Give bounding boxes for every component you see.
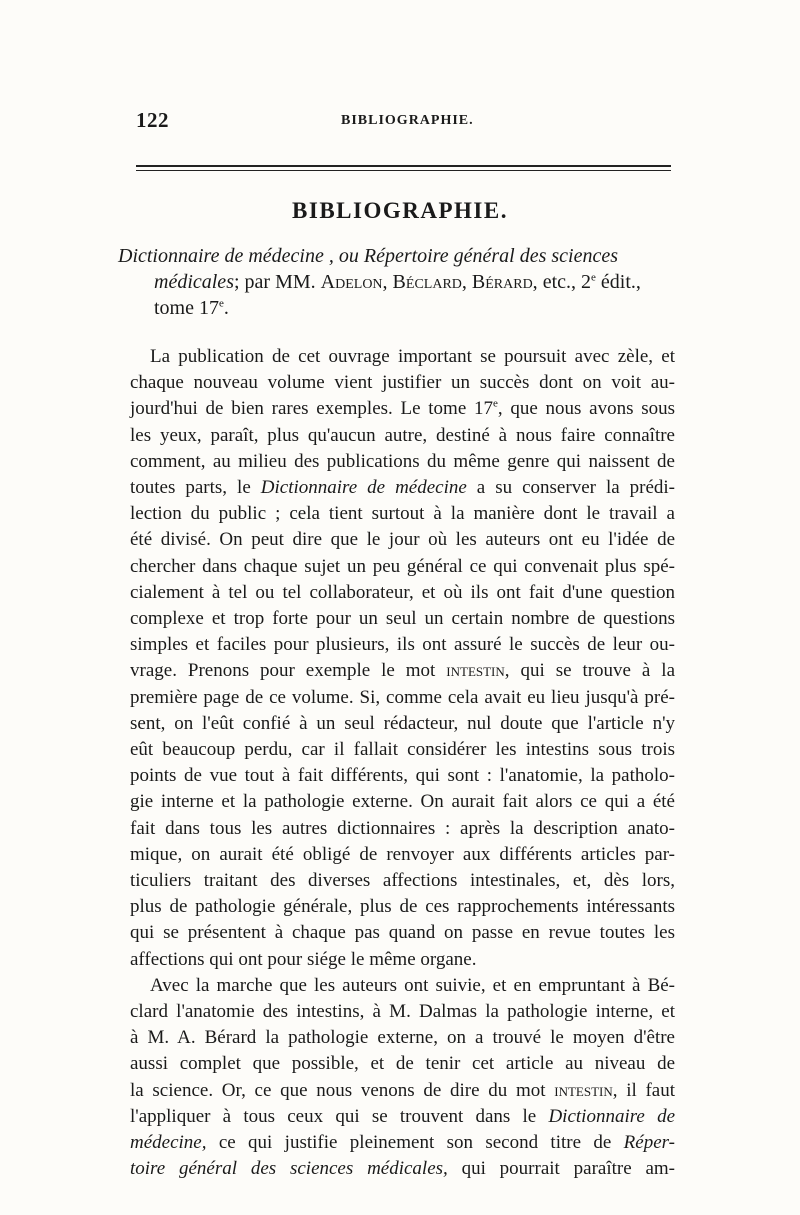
text-segment: , que nous avons sous — [497, 398, 675, 420]
text-segment: ce qui justifie pleinement son second titre de — [206, 1132, 624, 1154]
text-line: complexe et trop forte pour un seul un certain nombre de questions — [130, 608, 675, 630]
text-line: eût beaucoup perdu, car il fallait considérer les intestins sous trois — [130, 739, 675, 761]
text-segment: vrage. Prenons pour exemple le mot — [130, 660, 436, 682]
text-line: été divisé. On peut dire que le jour où les auteurs ont eu l'idée de — [130, 529, 675, 551]
text-segment: qui pourrait paraître am- — [447, 1158, 675, 1180]
text-segment: a su conserver la prédi- — [466, 477, 676, 499]
author-berard: Bérard, — [471, 271, 538, 293]
citation-title-line: Dictionnaire de médecine , ou Répertoire général des sciences — [118, 245, 619, 267]
citation-title-end: médicales — [154, 271, 234, 293]
dictionary-title: Dictionnaire de médecine — [260, 477, 467, 499]
text-line: fait dans tous les autres dictionnaires : après la description anato- — [130, 817, 675, 839]
text-line: La publication de cet ouvrage important se poursuit avec zèle, et — [150, 346, 675, 367]
text-line: points de vue tout à fait différents, qui sont : l'anatomie, la patholo- — [130, 765, 675, 787]
text-segment: jourd'hui de bien rares exemples. Le tome 17 — [130, 398, 493, 420]
author-beclard: Béclard, — [392, 271, 467, 293]
page-number: 122 — [136, 108, 169, 132]
text-segment: l'appliquer à tous ceux qui se trouvent dans le — [130, 1105, 537, 1127]
text-line: chercher dans chaque sujet un peu général ce qui convenait plus spé- — [130, 555, 675, 577]
citation-tome-sup: e — [219, 297, 224, 310]
text-line: aussi complet que possible, et de tenir cet article au niveau de — [130, 1053, 675, 1075]
text-line — [130, 1130, 675, 1156]
text-line: clard l'anatomie des intestins, à M. Dalmas la pathologie interne, et — [130, 1001, 675, 1023]
text-line: gie interne et la pathologie externe. On aurait fait alors ce qui a été — [130, 791, 675, 813]
tome-sup: e — [493, 398, 498, 411]
text-line — [130, 1156, 675, 1182]
text-segment: , il faut — [612, 1079, 675, 1101]
text-line: chaque nouveau volume vient justifier un succès dont on voit au- — [130, 372, 675, 394]
text-line — [130, 475, 675, 501]
text-line: affections qui ont pour siége le même organe. — [130, 948, 477, 970]
citation-edition-suffix: édit., — [595, 271, 641, 293]
text-line: Avec la marche que les auteurs ont suivie, et en empruntant à Bé- — [150, 974, 675, 996]
running-title: BIBLIOGRAPHIE. — [341, 113, 474, 128]
text-line: comment, au milieu des publications du même genre qui naissent de — [130, 450, 675, 472]
dictionary-subtitle: toire général des sciences médicales, — [130, 1158, 448, 1180]
text-line: mique, on aurait été obligé de renvoyer aux différents articles par- — [130, 843, 675, 865]
author-adelon: Adelon, — [320, 271, 388, 293]
keyword-intestin: intestin — [446, 660, 505, 682]
section-heading: BIBLIOGRAPHIE. — [292, 198, 508, 223]
keyword-intestin: intestin — [554, 1079, 613, 1101]
text-line — [130, 1078, 675, 1104]
text-line: simples et faciles pour plusieurs, ils ont assuré le succès de leur ou- — [130, 634, 675, 656]
text-line: première page de ce volume. Si, comme cela avait eu lieu jusqu'à pré- — [130, 686, 675, 708]
text-line: cialement à tel ou tel collaborateur, et où ils ont fait d'une question — [130, 581, 675, 603]
text-segment: la science. Or, ce que nous venons de dire du mot — [130, 1079, 546, 1101]
dictionary-title: Dictionnaire de — [548, 1105, 676, 1127]
citation-edition-sup: e — [591, 271, 596, 284]
running-head — [136, 108, 671, 132]
dictionary-title: médecine, — [130, 1132, 207, 1154]
text-line — [130, 658, 675, 684]
body-text — [130, 344, 675, 1183]
text-line: ticuliers traitant des diverses affections intestinales, et, dès lors, — [130, 870, 675, 892]
citation-edition: etc., 2 — [542, 271, 591, 293]
citation-tome-line — [118, 295, 673, 321]
text-line — [130, 396, 675, 422]
dictionary-subtitle: Réper- — [623, 1132, 675, 1154]
text-line: lection du public ; cela tient surtout à la manière dont le travail a — [130, 503, 675, 525]
citation-tome-suffix: . — [223, 297, 229, 319]
text-line: les yeux, paraît, plus qu'aucun autre, destiné à nous faire connaître — [130, 424, 675, 446]
text-line: à M. A. Bérard la pathologie externe, on a trouvé le moyen d'être — [130, 1027, 675, 1049]
citation — [118, 243, 673, 321]
header-rule — [136, 165, 671, 171]
text-segment: , qui se trouve à la — [504, 660, 676, 682]
text-line: plus de pathologie générale, plus de ces rapprochements intéressants — [130, 896, 675, 918]
text-segment: toutes parts, le — [130, 477, 251, 499]
citation-tome: tome 17 — [154, 297, 219, 319]
citation-authors-line — [118, 269, 673, 295]
citation-authors-prefix: ; par MM. — [233, 271, 316, 293]
text-line: qui se présentent à chaque pas quand on passe en revue toutes les — [130, 922, 675, 944]
text-line: sent, on l'eût confié à un seul rédacteur, nul doute que l'article n'y — [130, 712, 675, 734]
text-line — [130, 1104, 675, 1130]
